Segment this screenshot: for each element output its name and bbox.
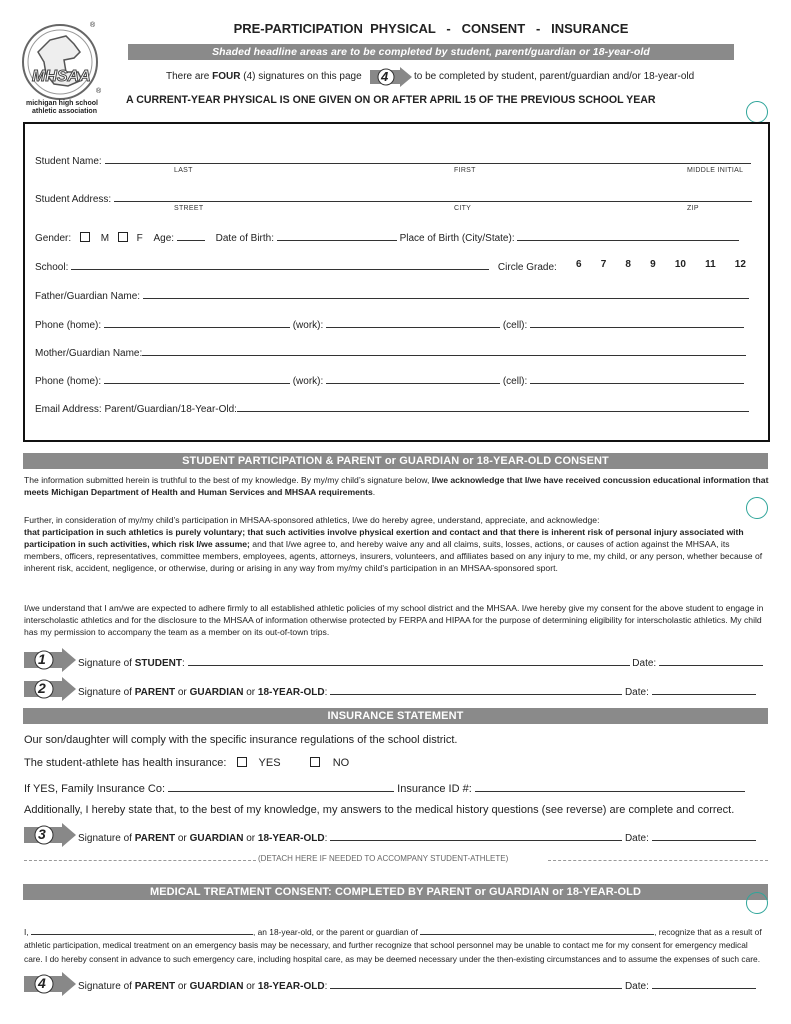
email-field[interactable] [237,401,749,412]
sig1-pre: Signature of [78,658,132,669]
gender-m-checkbox[interactable] [80,232,90,242]
sig3-guardian: GUARDIAN [189,833,244,844]
page-title: PRE-PARTICIPATION PHYSICAL - CONSENT - INSURANCE [233,21,629,36]
sig4-or: or [177,981,187,992]
name-sub-last: LAST [174,167,193,174]
arrow-icon [370,67,412,87]
parent-signature-row-2: Signature of PARENT or GUARDIAN or 18-YEAR-OLD: Date: [78,684,756,698]
father-field[interactable] [143,288,749,299]
family-insurance-label: If YES, Family Insurance Co: [24,783,166,795]
parent-signature-field-3[interactable] [330,830,622,841]
consent-p1-text: The information submitted herein is truthful to the best of my knowledge. By my/my child’s signature below, [24,475,430,485]
medical-line-3: care. I do hereby consent in advance to such emergency care, including hospital care, as may be deemed necessary under the then-existing circumstances and to assume the expenses of such care. [24,954,761,964]
insurance-yes-checkbox[interactable] [237,757,247,767]
address-sub-street: STREET [174,205,204,212]
grade-10[interactable]: 10 [674,259,686,270]
insurance-id-label: Insurance ID #: [397,783,472,795]
sig1-arrow [24,648,76,670]
email-label: Email Address: Parent/Guardian/18-Year-Old: [35,404,237,415]
arrow-icon [24,972,76,996]
additionally-statement: Additionally, I hereby state that, to the best of my knowledge, my answers to the medical history questions (see reverse) are complete and correct. [24,804,735,816]
sig4-number: 4 [38,975,46,991]
hole-punch-3 [746,892,768,914]
consent-paragraph-1: The information submitted herein is truthful to the best of my knowledge. By my/my child’s signature below, I/we acknowledge that I/we have received concussion educational information that meets Michigan Department of Health and Human Services and MHSAA requirements. [24,475,769,497]
pob-field[interactable] [517,230,739,241]
signature-count-line [166,66,362,88]
arrow-icon [24,677,76,701]
grade-12[interactable]: 12 [734,259,746,270]
signature-count-arrow [370,67,412,87]
sig3-pre: Signature of [78,833,132,844]
sig-count-pre: There are [166,71,210,82]
medical-heading-bar: MEDICAL TREATMENT CONSENT: COMPLETED BY PARENT or GUARDIAN or 18-YEAR-OLD [23,884,768,900]
student-name-label: Student Name: [35,156,102,167]
dob-field[interactable] [277,230,397,241]
current-year-note: A CURRENT-YEAR PHYSICAL IS ONE GIVEN ON OR AFTER APRIL 15 OF THE PREVIOUS SCHOOL YEAR [126,94,656,106]
consent-heading-bar: STUDENT PARTICIPATION & PARENT or GUARDIAN or 18-YEAR-OLD CONSENT [23,453,768,469]
address-sub-city: CITY [454,205,472,212]
mother-phone-row [35,373,757,387]
sig4-arrow [24,972,76,994]
sig1-bold: STUDENT [134,658,182,669]
sig4-date-label: Date: [624,981,649,992]
sig2-parent: PARENT [134,687,176,698]
sig1-date-field[interactable] [659,655,763,666]
sig2-pre: Signature of [78,687,132,698]
parent-signature-row-3: Signature of PARENT or GUARDIAN or 18-YEAR-OLD: Date: [78,830,756,844]
medical-i: I, [24,927,29,937]
detach-line-left [24,860,256,861]
grade-6[interactable]: 6 [576,259,582,270]
grade-11[interactable]: 11 [705,259,716,270]
father-phone-row [35,317,757,331]
sig2-18yo: 18-YEAR-OLD [257,687,325,698]
mother-phone-cell-label: (cell): [502,376,528,387]
sig1-date-label: Date: [632,658,657,669]
gender-label: Gender: [35,233,72,244]
sig3-number: 3 [38,826,46,842]
father-phone-cell-field[interactable] [530,317,744,328]
sig3-18yo: 18-YEAR-OLD [257,833,325,844]
father-row [35,288,755,302]
insurance-line-1: Our son/daughter will comply with the specific insurance regulations of the school district. [24,734,458,746]
mother-row [35,345,755,359]
address-sub-zip: ZIP [687,205,699,212]
hole-punch-1 [746,101,768,123]
gender-f-label: F [136,233,143,244]
detach-text: (DETACH HERE IF NEEDED TO ACCOMPANY STUDENT-ATHLETE) [258,854,509,863]
student-info-box [23,122,770,442]
mother-phone-home-field[interactable] [104,373,290,384]
father-phone-work-field[interactable] [326,317,500,328]
student-signature-row: Signature of STUDENT: Date: [78,655,763,669]
logo-registered-2: ® [96,88,102,95]
grade-options [576,259,746,270]
sig4-pre: Signature of [78,981,132,992]
sig3-arrow [24,823,76,845]
sig4-or2: or [246,981,256,992]
father-phone-home-field[interactable] [104,317,290,328]
consent-paragraph-3 [24,602,769,638]
michigan-logo-icon [20,22,104,102]
sig3-date-field[interactable] [652,830,756,841]
parent-signature-row-4: Signature of PARENT or GUARDIAN or 18-YEAR-OLD: Date: [78,978,756,992]
sig3-parent: PARENT [134,833,176,844]
medical-end-text: , recognize that as a result of [654,927,762,937]
sig2-arrow [24,677,76,699]
consent-p2-text-2: and that I/we agree to, and hereby waive any and all claims, suits, losses, actions, or causes of action against the MHSAA, its members, officers, representatives, committee members, employees, agents, attorneys, insurers, volunteers, and affiliates based on any injury to me, my child, or any person, whether because of inherent risk, accident, negligence, or otherwise, during or arising in any way from my/my child’s participation in an MHSAA-sponsored sport. [24,539,763,573]
detach-line-right [548,860,768,861]
sig2-or2: or [246,687,256,698]
logo-caption-1: michigan high school [26,100,98,107]
sig-count-post: to be completed by student, parent/guardian and/or 18-year-old [414,71,695,82]
sig-count-bold: FOUR [212,71,241,82]
student-signature-field[interactable] [188,655,630,666]
medical-line-1 [24,925,762,937]
father-label: Father/Guardian Name: [35,291,141,302]
sig3-or: or [177,833,187,844]
age-field[interactable] [177,230,205,241]
school-field[interactable] [71,259,489,270]
logo-registered: ® [90,22,96,29]
student-address-label: Student Address: [35,194,112,205]
student-address-row [35,190,755,205]
logo-caption-2: athletic association [32,108,97,115]
age-label: Age: [153,233,175,244]
family-insurance-field[interactable] [168,780,394,792]
consent-p1-bold: I/we acknowledge that I/we have received concussion educational information that meets Michigan Department of Health and Human Services and MHSAA requirements [24,475,769,497]
medical-line-2: athletic participation, medical treatment on an emergency basis may be necessary, and further recognize that school personnel may be unable to contact me for my consent for emergency medical [24,940,748,950]
consent-p3-text: I/we understand that I am/we are expected to adhere firmly to all established athletic policies of my school district and the MHSAA. I/we hereby give my consent for the above student to engage in interscholastic athletics and for the disclosure to the MHSAA of information otherwise protected by FERPA and HIPAA for the purpose of determining eligibility for interscholastic athletics. My child has my permission to accompany the team as a member on its out-of-town trips. [24,603,764,637]
consent-paragraph-2 [24,514,769,574]
name-sub-first: FIRST [454,167,476,174]
father-phone-home-label: Phone (home): [35,320,102,331]
mother-phone-home-label: Phone (home): [35,376,102,387]
medical-name-field[interactable] [31,925,253,935]
sig4-18yo: 18-YEAR-OLD [257,981,325,992]
arrow-icon [24,823,76,847]
school-label: School: [35,262,69,273]
sig4-date-field[interactable] [652,978,756,989]
pob-label: Place of Birth (City/State): [399,233,515,244]
gender-row [35,230,757,244]
sig4-guardian: GUARDIAN [189,981,244,992]
student-address-field[interactable] [114,190,752,202]
logo [20,22,104,118]
sig2-guardian: GUARDIAN [189,687,244,698]
sig2-or: or [177,687,187,698]
mother-label: Mother/Guardian Name: [35,348,143,359]
circle-grade-label: Circle Grade: [497,262,557,273]
insurance-heading-bar: INSURANCE STATEMENT [23,708,768,724]
grade-8[interactable]: 8 [625,259,631,270]
insurance-no-checkbox[interactable] [310,757,320,767]
sig-count-mid: (4) signatures on this page [243,71,362,82]
gender-m-label: M [100,233,110,244]
medical-child-field[interactable] [420,925,654,935]
insurance-yes-label: YES [258,757,281,769]
father-phone-work-label: (work): [292,320,324,331]
mother-phone-work-label: (work): [292,376,324,387]
health-insurance-row [24,757,349,769]
name-sub-middle: MIDDLE INITIAL [687,167,744,174]
health-insurance-label: The student-athlete has health insurance: [24,757,227,769]
insurance-no-label: NO [332,757,350,769]
shaded-note-bar: Shaded headline areas are to be completed by student, parent/guardian or 18-year-old [128,44,734,60]
student-name-field[interactable] [105,152,751,164]
dob-label: Date of Birth: [215,233,274,244]
sig2-number: 2 [38,680,46,696]
arrow-icon [24,648,76,672]
consent-p2-bold: that participation in such athletics is purely voluntary; that such activities involve physical exertion and contact and that there is inherent risk of personal injury associated with participation in such activities, which risk I/we assume; [24,527,744,549]
family-insurance-row [24,780,745,795]
mother-phone-work-field[interactable] [326,373,500,384]
sig-count-number: 4 [381,69,389,84]
sig2-date-field[interactable] [652,684,756,695]
logo-text: MHSAA [32,68,91,85]
mother-phone-cell-field[interactable] [530,373,744,384]
email-row [35,401,755,415]
sig4-parent: PARENT [134,981,176,992]
parent-signature-field-4[interactable] [330,978,622,989]
medical-mid-text: , an 18-year-old, or the parent or guardian of [252,927,418,937]
gender-f-checkbox[interactable] [118,232,128,242]
grade-7[interactable]: 7 [600,259,607,270]
insurance-id-field[interactable] [475,780,745,792]
consent-p2-text-1: Further, in consideration of my/my child’s participation in MHSAA-sponsored athletics, I/we do hereby agree, understand, appreciate, and acknowledge: [24,515,600,525]
student-name-row [35,152,755,167]
sig1-number: 1 [38,651,46,667]
mother-field[interactable] [142,345,746,356]
grade-9[interactable]: 9 [650,259,656,270]
sig3-date-label: Date: [624,833,649,844]
sig2-date-label: Date: [624,687,649,698]
sig3-or2: or [246,833,256,844]
father-phone-cell-label: (cell): [502,320,528,331]
parent-signature-field-2[interactable] [330,684,622,695]
